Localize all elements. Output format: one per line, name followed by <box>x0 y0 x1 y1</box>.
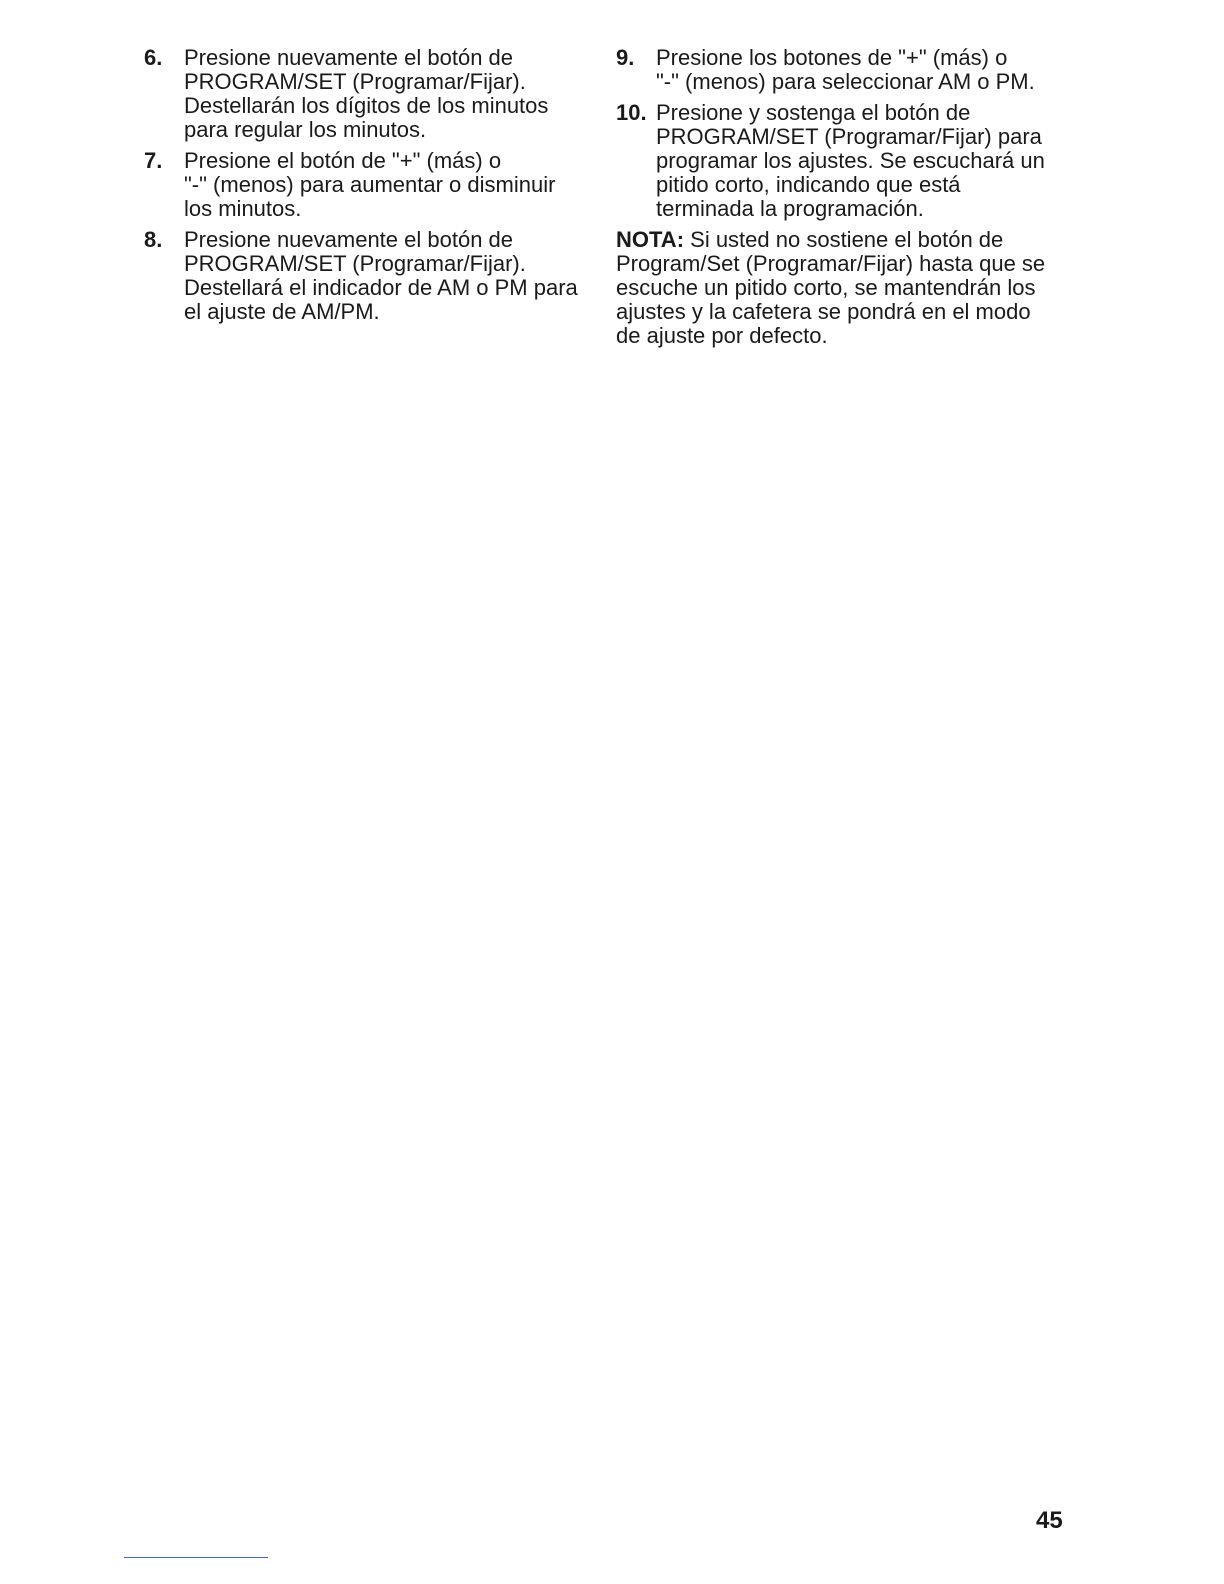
step-6 <box>144 46 604 142</box>
step-10 <box>616 101 1076 221</box>
step-text: Presione el botón de "+" (más) o "-" (menos) para aumentar o disminuir los minutos. <box>184 148 556 221</box>
note-paragraph <box>616 228 1076 348</box>
step-number: 10. <box>616 100 647 125</box>
note-text: Si usted no sostiene el botón de Program/Set (Programar/Fijar) hasta que se escuche un pitido corto, se mantendrán los ajustes y la cafetera se pondrá en el modo de ajuste por defecto. <box>616 227 1046 348</box>
step-8 <box>144 228 604 324</box>
step-9 <box>616 46 1076 94</box>
right-column <box>616 46 1076 348</box>
step-number: 6. <box>144 45 163 70</box>
step-number: 7. <box>144 148 163 173</box>
page-number: 45 <box>1036 1507 1063 1534</box>
step-text: Presione y sostenga el botón de PROGRAM/SET (Programar/Fijar) para programar los ajustes. Se escuchará un pitido corto, indicando que está terminada la programación. <box>656 100 1045 221</box>
step-number: 8. <box>144 227 163 252</box>
footer-divider <box>124 1557 268 1558</box>
note-label: NOTA: <box>616 227 685 252</box>
step-text: Presione nuevamente el botón de PROGRAM/SET (Programar/Fijar). Destellarán los dígitos de los minutos para regular los minutos. <box>184 45 549 142</box>
step-7 <box>144 149 604 221</box>
left-column <box>144 46 604 331</box>
step-number: 9. <box>616 45 635 70</box>
step-text: Presione los botones de "+" (más) o "-" (menos) para seleccionar AM o PM. <box>656 45 1035 94</box>
step-text: Presione nuevamente el botón de PROGRAM/SET (Programar/Fijar). Destellará el indicador de AM o PM para el ajuste de AM/PM. <box>184 227 578 324</box>
